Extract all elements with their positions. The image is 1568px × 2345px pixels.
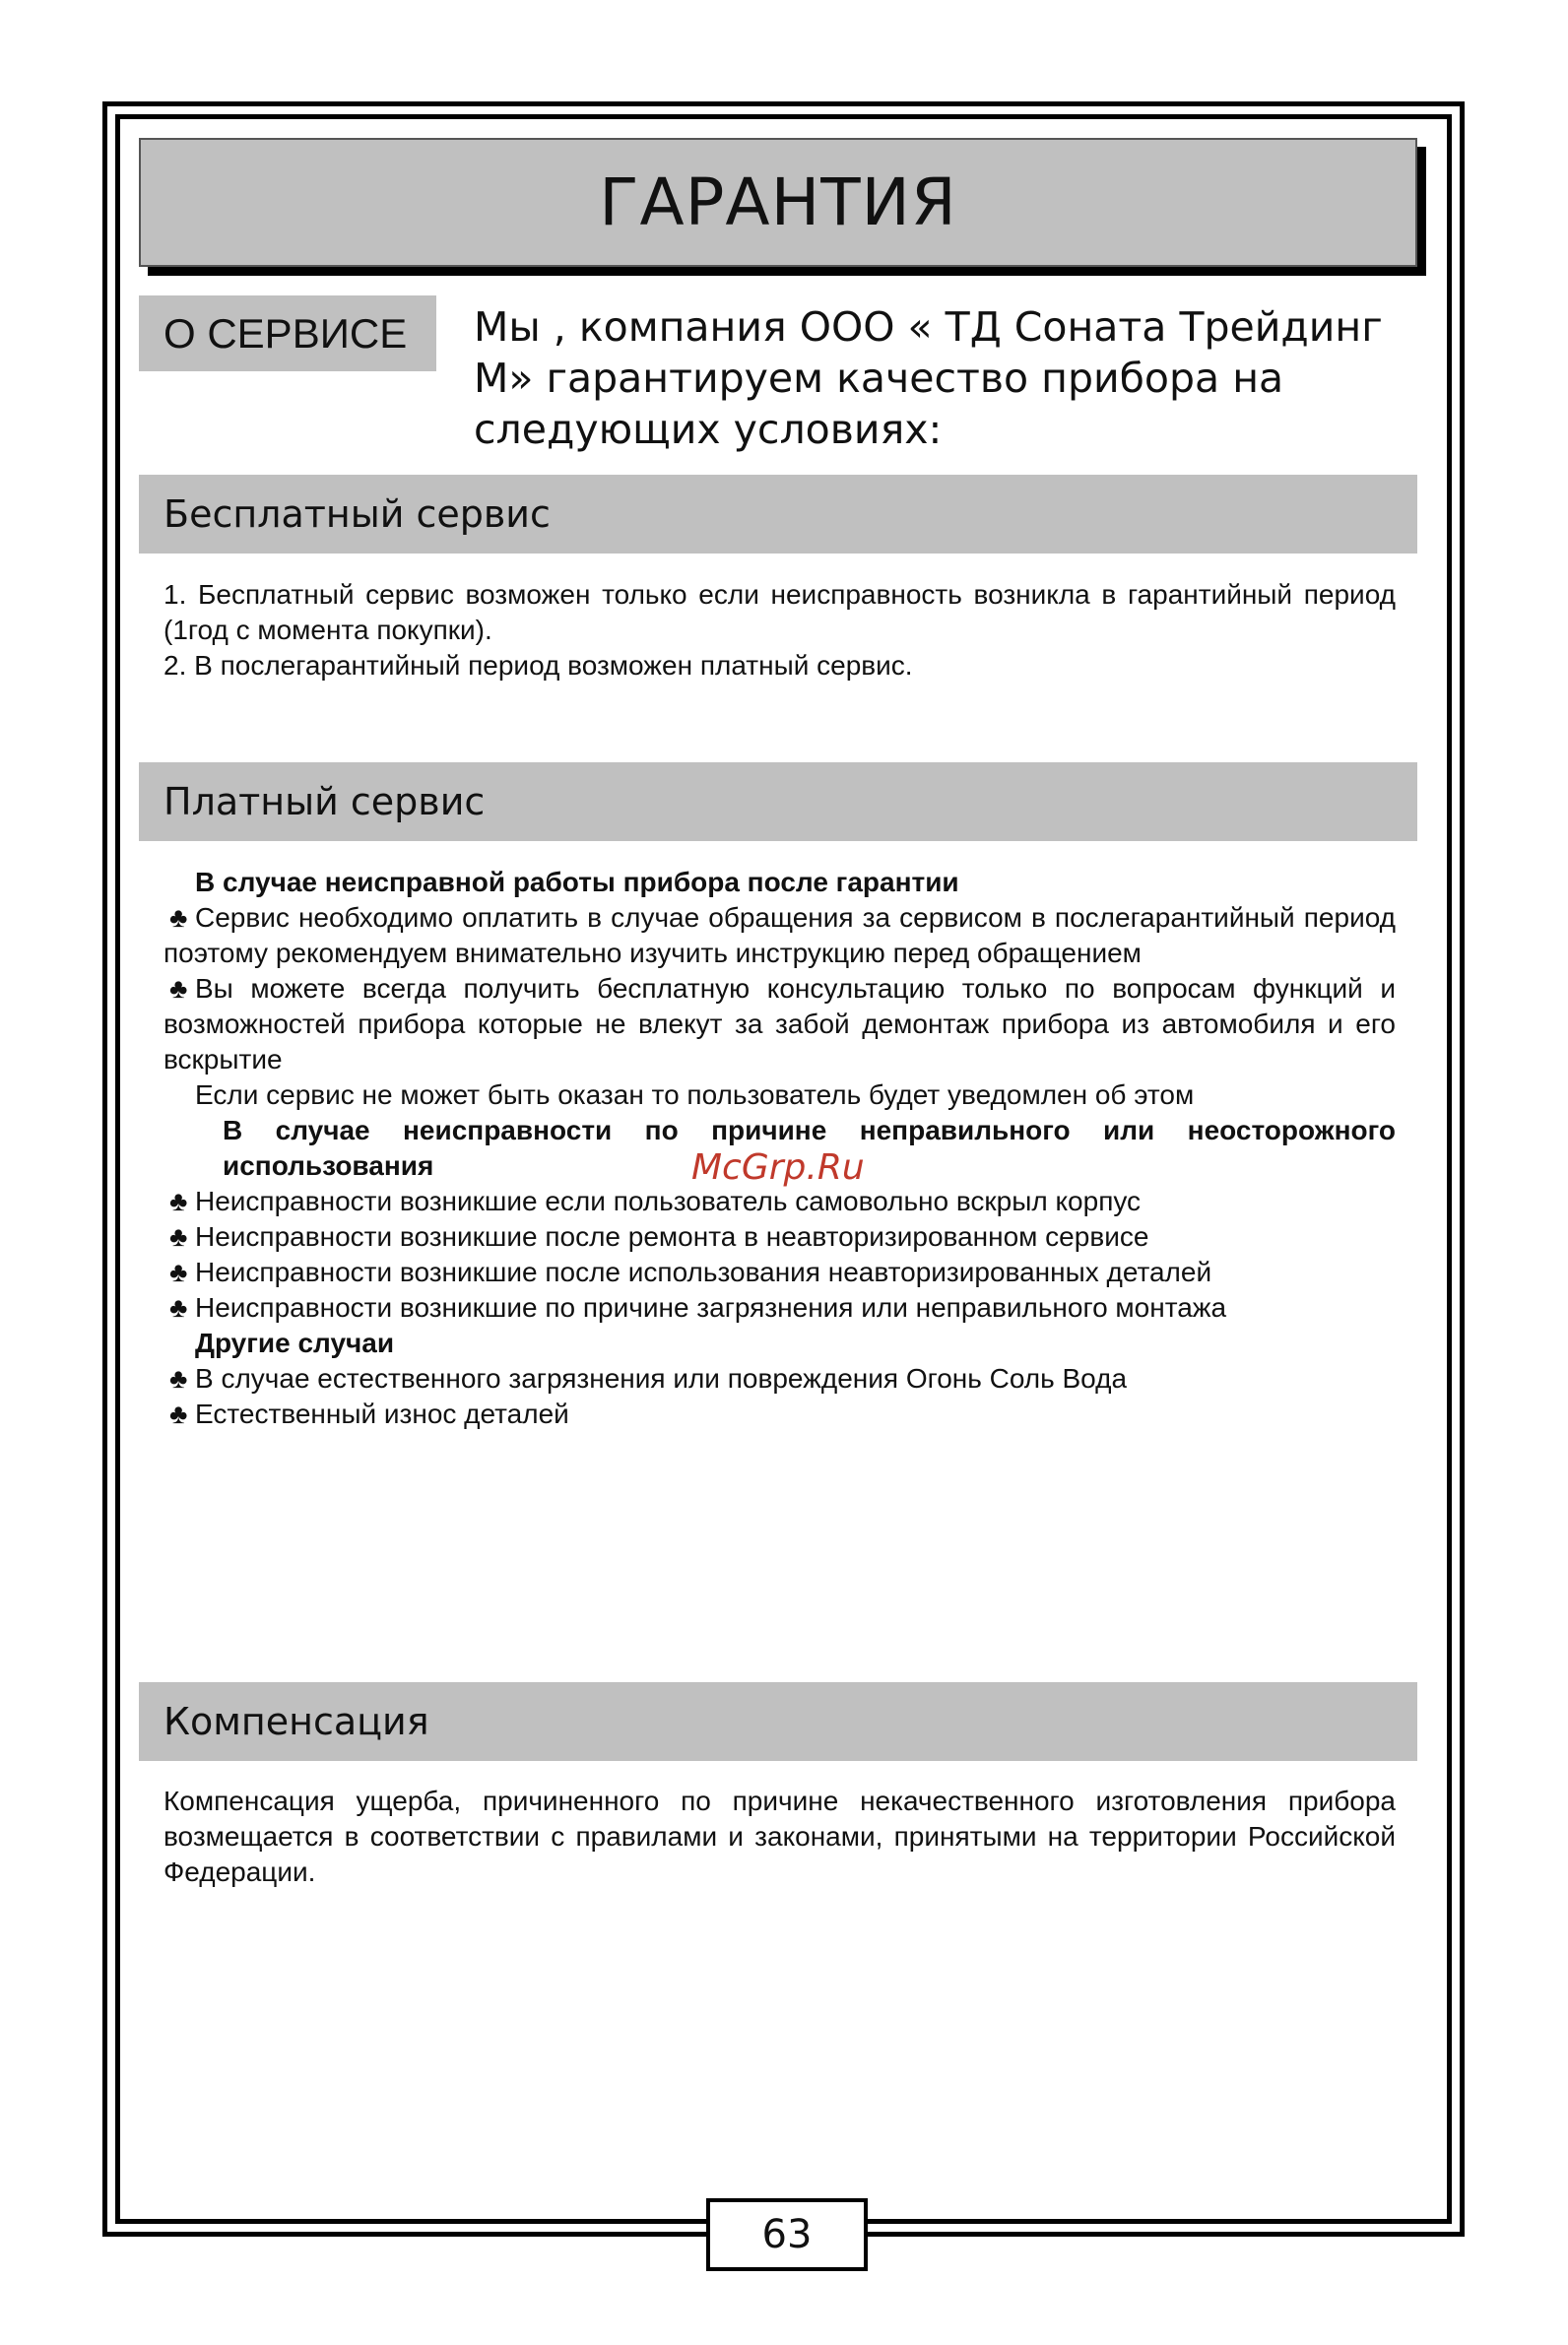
list-item [163,900,1396,971]
page-title-box [139,138,1417,267]
list-item [163,1184,1396,1219]
club-bullet-icon: ♣ [169,973,188,1004]
bullet-text: Сервис необходимо оплатить в случае обращения за сервисом в послегарантийный период поэтому рекомендуем внимательно изучить инструкцию перед обращением [163,902,1396,968]
paid-lead-1: В случае неисправной работы прибора после гарантии [195,867,959,897]
list-item [163,971,1396,1077]
bullet-text: В случае естественного загрязнения или повреждения Огонь Соль Вода [195,1363,1128,1394]
paid-lead-2: В случае неисправности по причине неправильного или неосторожного использования [223,1115,1396,1181]
paid-service-heading: Платный сервис [139,762,1417,841]
bullet-text: Вы можете всегда получить бесплатную консультацию только по вопросам функций и возможностей прибора которые не влекут за забой демонтаж прибора из автомобиля и его вскрытие [163,973,1396,1075]
bullet-text: Неисправности возникшие по причине загрязнения или неправильного монтажа [195,1292,1227,1323]
club-bullet-icon: ♣ [169,1186,188,1216]
service-tag: О СЕРВИСЕ [139,295,436,371]
watermark: McGrp.Ru [691,1147,865,1188]
intro-text: Мы , компания ООО « ТД Соната Трейдинг М» гарантируем качество прибора на следующих условиях: [474,303,1383,453]
compensation-heading: Компенсация [139,1682,1417,1761]
free-service-item: 1. Бесплатный сервис возможен только если неисправность возникла в гарантийный период (1год с момента покупки). [163,579,1396,645]
compensation-body [163,1784,1396,1890]
bullet-text: Естественный износ деталей [195,1399,569,1429]
paid-note: Если сервис не может быть оказан то пользователь будет уведомлен об этом [195,1079,1195,1110]
club-bullet-icon: ♣ [169,1257,188,1287]
bullet-text: Неисправности возникшие после ремонта в неавторизированном сервисе [195,1221,1149,1252]
free-service-body [163,577,1396,684]
list-item [163,1219,1396,1255]
list-item [163,1255,1396,1290]
list-item [163,1397,1396,1432]
club-bullet-icon: ♣ [169,1399,188,1429]
paid-lead-3: Другие случаи [195,1328,395,1358]
free-service-heading: Бесплатный сервис [139,475,1417,554]
club-bullet-icon: ♣ [169,1292,188,1323]
bullet-text: Неисправности возникшие после использования неавторизированных деталей [195,1257,1212,1287]
bullet-text: Неисправности возникшие если пользователь самовольно вскрыл корпус [195,1186,1142,1216]
club-bullet-icon: ♣ [169,1221,188,1252]
free-service-item: 2. В послегарантийный период возможен платный сервис. [163,650,913,681]
club-bullet-icon: ♣ [169,902,188,933]
page-title: ГАРАНТИЯ [599,164,957,240]
page-number: 63 [706,2198,868,2271]
club-bullet-icon: ♣ [169,1363,188,1394]
list-item [163,1361,1396,1397]
list-item [163,1290,1396,1326]
compensation-text: Компенсация ущерба, причиненного по причине некачественного изготовления прибора возмещается в соответствии с правилами и законами, принятыми на территории Российской Федерации. [163,1786,1396,1887]
